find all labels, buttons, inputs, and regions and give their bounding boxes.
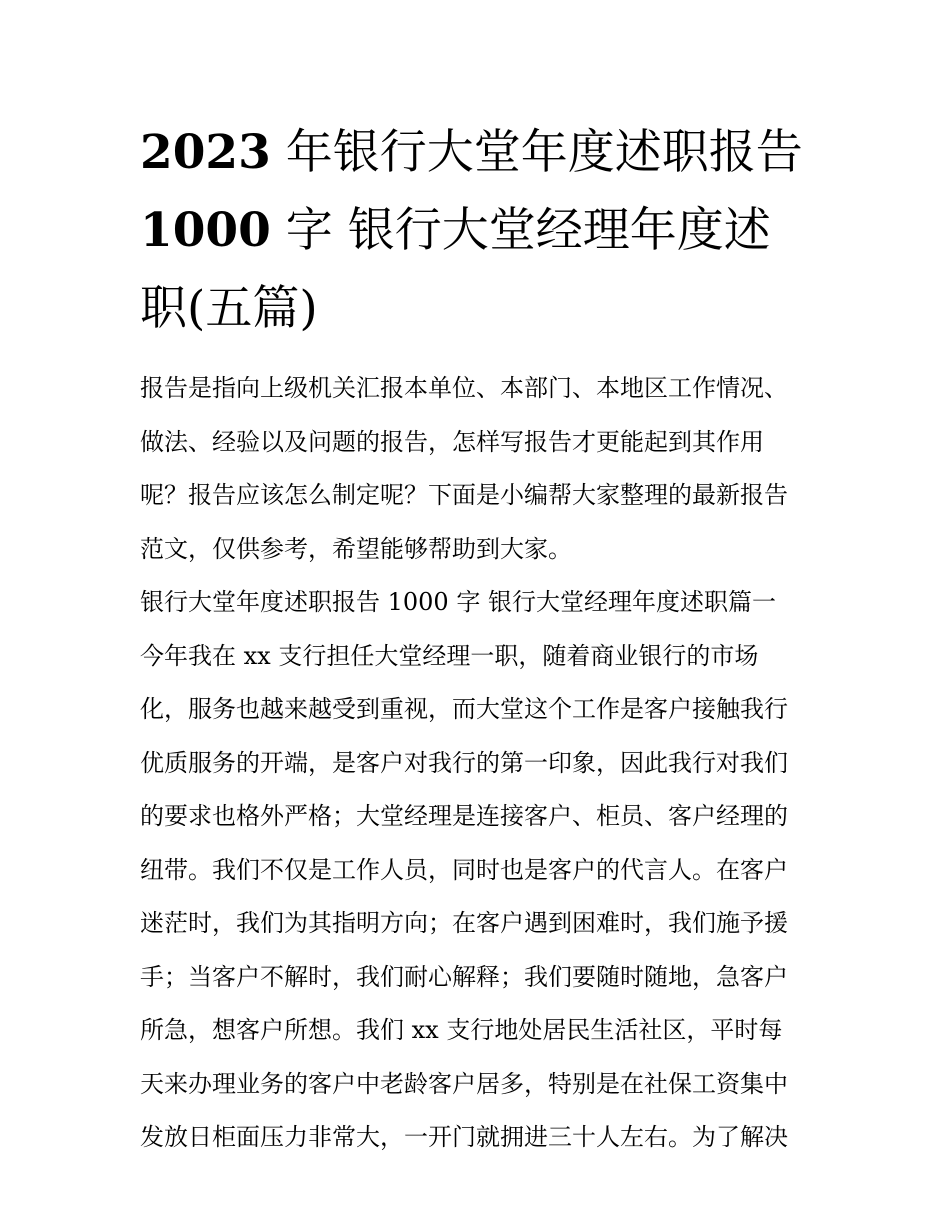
body-line: 纽带。我们不仅是工作人员，同时也是客户的代言人。在客户 [140,855,788,884]
section-heading: 银行大堂年度述职报告 1000 字 银行大堂经理年度述职篇一 [140,588,776,616]
title-line-2 [140,192,812,270]
body-line: 迷茫时，我们为其指明方向；在客户遇到困难时，我们施予援 [140,909,788,937]
body-line: 发放日柜面压力非常大，一开门就拥进三十人左右。为了解决 [140,1123,788,1151]
body-line: 天来办理业务的客户中老龄客户居多，特别是在社保工资集中 [140,1069,788,1098]
title-line-2-rest: 字 银行大堂经理年度述 [270,203,771,258]
body-line: 今年我在 xx 支行担任大堂经理一职，随着商业银行的市场 [140,641,759,670]
document-title [140,114,812,348]
body-line: 做法、经验以及问题的报告，怎样写报告才更能起到其作用 [140,427,764,456]
body-line: 化，服务也越来越受到重视，而大堂这个工作是客户接触我行 [140,695,788,723]
title-number: 1000 [140,203,271,258]
body-line: 的要求也格外严格；大堂经理是连接客户、柜员、客户经理的 [140,802,788,830]
title-line-1 [140,114,812,192]
body-line: 优质服务的开端，是客户对我行的第一印象，因此我行对我们 [140,748,788,777]
title-year: 2023 [140,125,271,180]
body-line: 报告是指向上级机关汇报本单位、本部门、本地区工作情况、 [140,374,788,402]
body-line: 范文，仅供参考，希望能够帮助到大家。 [140,534,572,563]
body-line: 手；当客户不解时，我们耐心解释；我们要随时随地，急客户 [140,962,788,991]
title-line-1-rest: 年银行大堂年度述职报告 [270,125,803,180]
title-line-3: 职(五篇) [140,281,318,336]
body-line: 呢？报告应该怎么制定呢？下面是小编帮大家整理的最新报告 [140,481,788,509]
document-body [140,362,812,1165]
body-line: 所急，想客户所想。我们 xx 支行地处居民生活社区，平时每 [140,1016,783,1044]
document-page [140,114,812,1165]
